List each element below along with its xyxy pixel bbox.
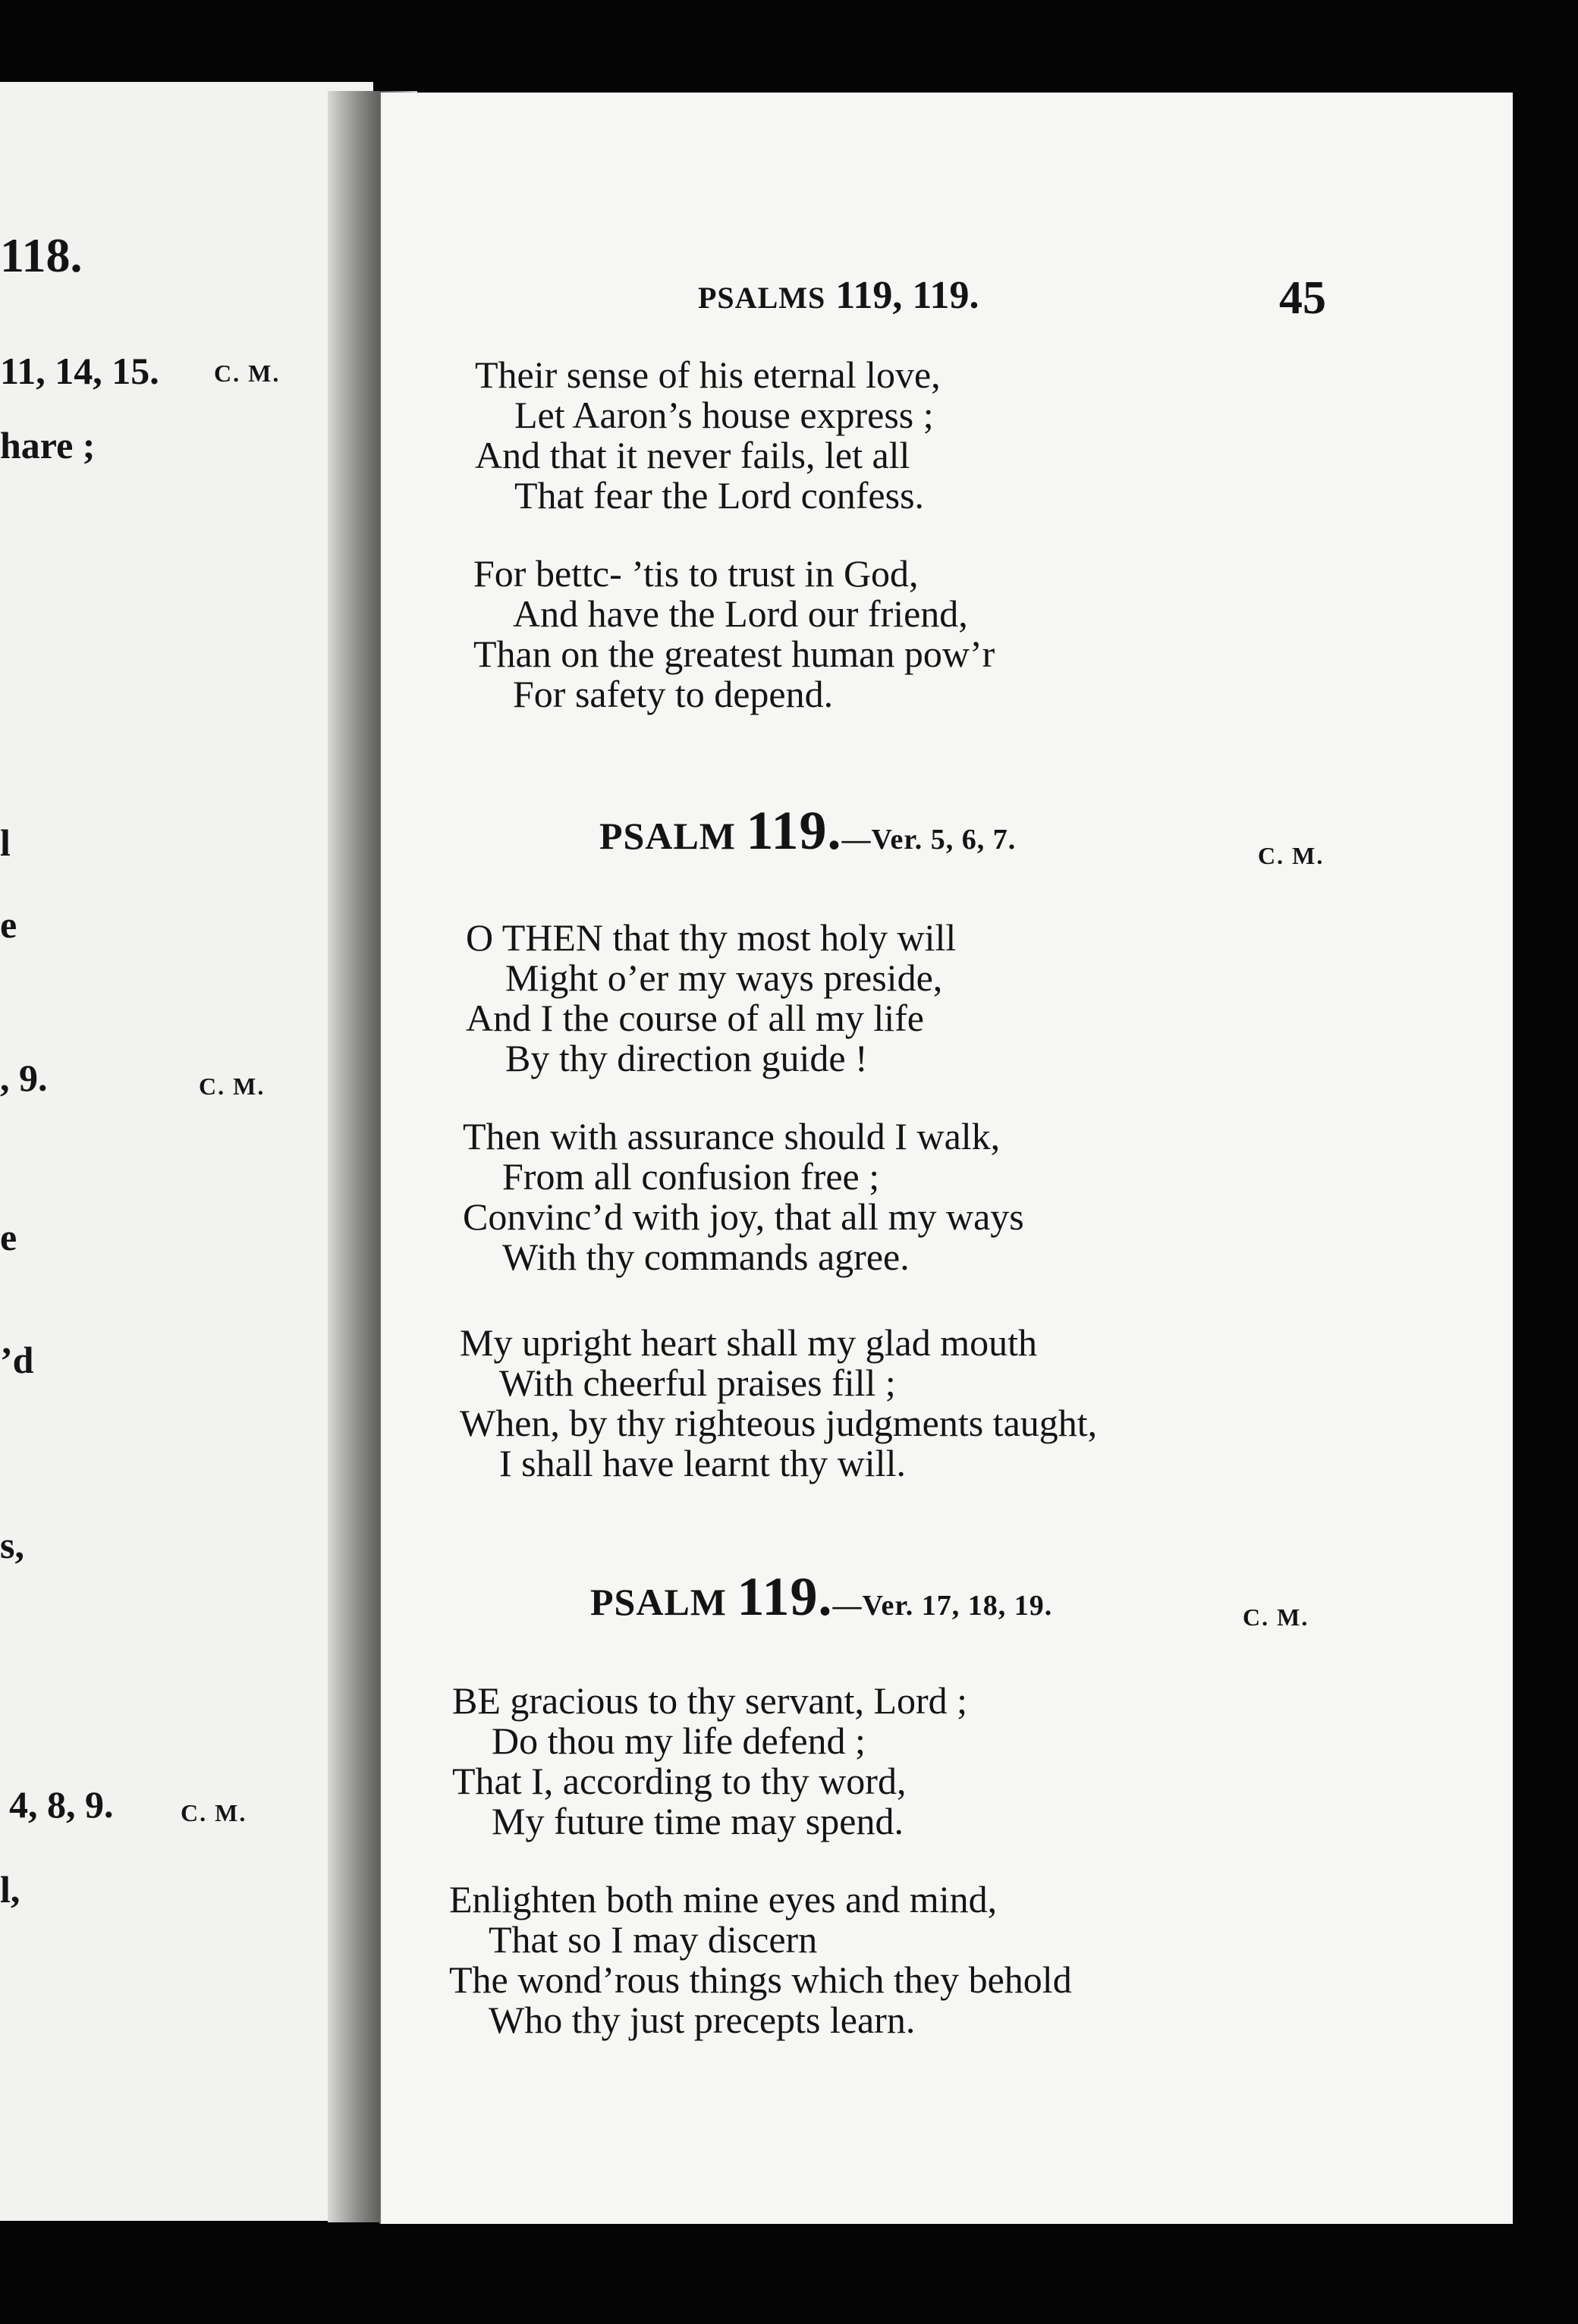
left-fragment: e	[0, 1216, 17, 1258]
stanza	[449, 1880, 1072, 2040]
verse-line: Do thou my life defend ;	[492, 1719, 866, 1762]
verse-line: That so I may discern	[489, 1918, 818, 1961]
verse-line: Let Aaron’s house express ;	[514, 394, 934, 436]
running-head-numbers: 119, 119.	[835, 274, 979, 317]
left-fragment: l,	[0, 1868, 20, 1911]
verse-line: Convinc’d with joy, that all my ways	[463, 1195, 1024, 1238]
left-fragment: , 9.	[0, 1057, 48, 1099]
left-fragment: e	[0, 903, 17, 946]
verse-line: Might o’er my ways preside,	[505, 956, 943, 999]
verse-line: My future time may spend.	[492, 1800, 904, 1842]
verse-line: And I the course of all my life	[466, 997, 924, 1039]
stanza	[460, 1323, 1097, 1484]
psalm-number: 119.	[746, 800, 842, 861]
left-fragment: 4, 8, 9.	[9, 1783, 114, 1826]
verse-line: With cheerful praises fill ;	[499, 1361, 896, 1404]
verse-line: When, by thy righteous judgments taught,	[460, 1402, 1098, 1444]
verse-line: I shall have learnt thy will.	[499, 1442, 906, 1484]
left-fragment: ’d	[0, 1339, 34, 1381]
stanza	[473, 554, 995, 714]
left-metre-label: C. M.	[199, 1072, 266, 1100]
psalm-word: PSALM	[590, 1581, 727, 1623]
verse-line: Who thy just precepts learn.	[489, 1999, 916, 2041]
verse-line: BE gracious to thy servant, Lord ;	[452, 1679, 968, 1722]
verse-line: Enlighten both mine eyes and mind,	[449, 1878, 998, 1920]
running-head-title: PSALMS	[698, 281, 826, 315]
verse-line: Their sense of his eternal love,	[475, 353, 941, 396]
verse-line: And that it never fails, let all	[475, 434, 910, 476]
verse-line: By thy direction guide !	[505, 1037, 868, 1079]
stanza	[466, 918, 956, 1079]
verse-line: That fear the Lord confess.	[514, 474, 925, 517]
psalm-word: PSALM	[599, 815, 736, 857]
verse-line: The wond’rous things which they behold	[449, 1958, 1072, 2001]
psalm-heading	[599, 799, 1016, 862]
verse-line: That I, according to thy word,	[452, 1760, 907, 1802]
verse-line: My upright heart shall my glad mouth	[460, 1321, 1038, 1364]
verse-line: Then with assurance should I walk,	[463, 1115, 1001, 1157]
stanza	[475, 355, 941, 516]
left-fragment: hare ;	[0, 424, 96, 466]
verse-line: For bettc- ’tis to trust in God,	[473, 552, 919, 595]
stanza	[452, 1681, 967, 1842]
psalm-number: 119.	[737, 1566, 833, 1627]
metre-label: C. M.	[1258, 842, 1325, 869]
verse-line: And have the Lord our friend,	[513, 592, 968, 635]
psalm-heading	[590, 1566, 1052, 1628]
psalm-verses: —Ver. 5, 6, 7.	[841, 824, 1017, 856]
verse-line: With thy commands agree.	[502, 1236, 910, 1278]
psalm-verses: —Ver. 17, 18, 19.	[832, 1590, 1053, 1622]
left-fragment: l	[0, 821, 11, 864]
verse-line: From all confusion free ;	[502, 1155, 880, 1198]
verse-line: For safety to depend.	[513, 673, 834, 715]
left-page	[0, 82, 373, 2221]
running-head	[698, 273, 979, 318]
verse-line: O THEN that thy most holy will	[466, 916, 957, 959]
left-fragment: 11, 14, 15.	[0, 350, 159, 392]
left-fragment: s,	[0, 1524, 24, 1566]
page-number: 45	[1279, 272, 1326, 324]
left-header-fragment: 118.	[0, 228, 83, 282]
left-metre-label: C. M.	[181, 1799, 247, 1826]
verse-line: Than on the greatest human pow’r	[473, 633, 995, 675]
metre-label: C. M.	[1243, 1603, 1309, 1631]
left-metre-label: C. M.	[214, 360, 281, 387]
stanza	[463, 1116, 1024, 1277]
